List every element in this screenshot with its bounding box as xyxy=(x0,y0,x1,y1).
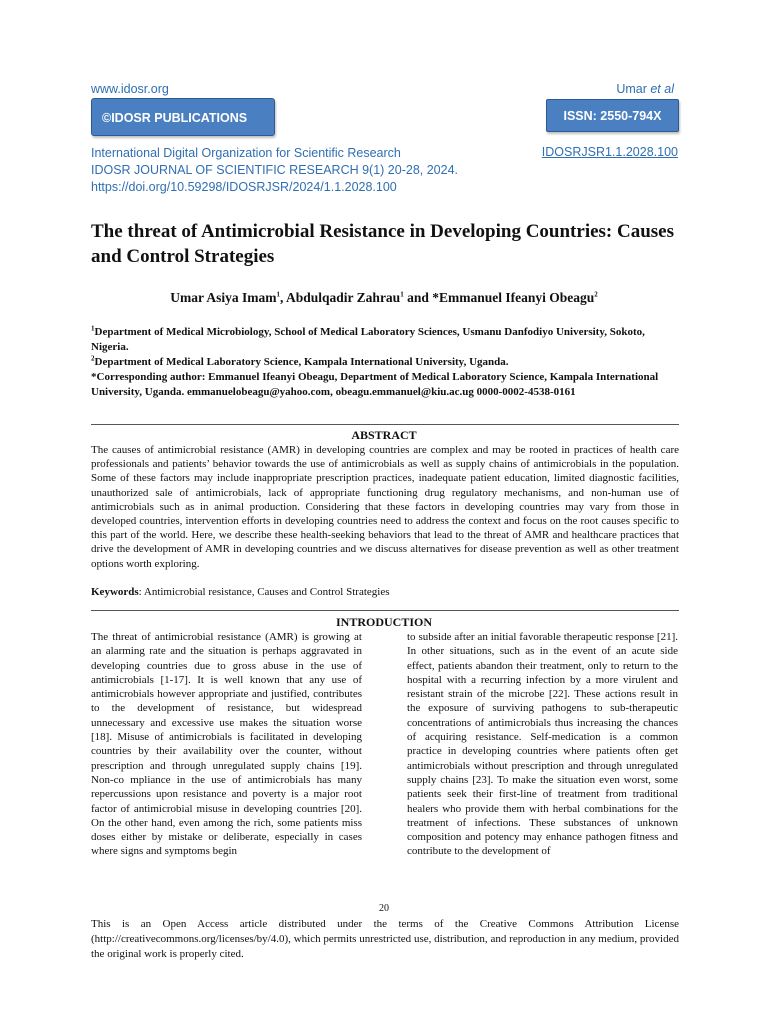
running-author xyxy=(616,82,674,96)
author-affil-mark: 1 xyxy=(276,290,280,299)
author-affil-mark: 1 xyxy=(400,290,404,299)
license-notice: This is an Open Access article distributed under the terms of the Creative Commons Attribution License (http://creativecommons.org/licenses/by/4.0), which permits unrestricted use, distribution, and reproduction in any medium, provided the original work is properly cited. xyxy=(91,918,679,960)
affiliation-item xyxy=(91,355,681,370)
affiliations xyxy=(91,325,681,400)
intro-column-left: The threat of antimicrobial resistance (AMR) is growing at an alarming rate and the situation is perhaps aggravated in developing countries due to gross abuse in the use of antimicrobials [1-17]. It is well known that any use of antimicrobials however appropriate and justified, contributes to the development of resistance, but widespread unnecessary and excessive use makes the situation worse [18]. Misuse of antimicrobials is facilitated in developing countries by their availability over the counter, without prescription and through unregulated supply chains [19]. Non-co mpliance in the use of antimicrobials has many repercussions upon resistance and poverty is a major root factor of antimicrobial misuse in developing countries [20]. On the other hand, even among the rich, some patients miss doses either by mistake or deliberate, especially in cases where signs and symptoms begin xyxy=(91,631,362,858)
paper-title: The threat of Antimicrobial Resistance in Developing Countries: Causes and Control Strategies xyxy=(91,221,675,267)
author-name: *Emmanuel Ifeanyi Obeagu xyxy=(432,290,595,305)
journal-info xyxy=(91,145,458,196)
divider-middle xyxy=(91,610,679,611)
issn-badge: ISSN: 2550-794X xyxy=(546,99,679,132)
keywords-text: : Antimicrobial resistance, Causes and Control Strategies xyxy=(138,586,390,598)
intro-column-right: to subside after an initial favorable therapeutic response [21]. In other situations, such as in the event of an acute side effect, patients abandon their treatment, only to return to the hospital with a recurring infection by a more virulent and resistant strain of the microbe [22]. These actions result in the exposure of surviving pathogens to sub-therapeutic concentrations of antimicrobials thus increasing the chances of acquiring resistance. Self-medication is a common practice in developing countries where patients often get antimicrobials without prescription and through unregulated supply chains [23]. To make the situation even worst, some patients seek their first-line of treatment from traditional healers who provide them with herbal combinations for the treatment of infections. These substances of unknown composition and potency may enhance pathogen fitness and contribute to the development of xyxy=(407,631,678,858)
author-separator: , xyxy=(280,290,287,305)
author-list xyxy=(0,290,768,306)
article-code-link[interactable]: IDOSRJSR1.1.2028.100 xyxy=(541,145,678,159)
author-name: Umar Asiya Imam xyxy=(170,290,277,305)
divider-top xyxy=(91,424,679,425)
org-name: International Digital Organization for Scientific Research xyxy=(91,146,401,160)
author-separator: and xyxy=(403,290,433,305)
introduction-heading: INTRODUCTION xyxy=(335,615,432,629)
abstract-heading: ABSTRACT xyxy=(351,428,417,442)
page-number: 20 xyxy=(379,903,389,914)
author-name: Abdulqadir Zahrau xyxy=(286,290,401,305)
keywords-label: Keywords xyxy=(91,586,139,598)
running-author-name: Umar xyxy=(616,82,647,96)
publisher-badge: ©IDOSR PUBLICATIONS xyxy=(91,98,275,136)
site-url[interactable]: www.idosr.org xyxy=(91,82,169,96)
affiliation-item xyxy=(91,325,681,355)
affiliation-mark: 2 xyxy=(91,354,95,363)
affiliation-text: *Corresponding author: Emmanuel Ifeanyi Obeagu, Department of Medical Laboratory Science, Kampala International University, Uganda. emmanuelobeagu@yahoo.com, obeagu.emmanuel@kiu.ac.ug 0000-0002-4538-0161 xyxy=(91,371,659,398)
keywords xyxy=(91,586,679,598)
affiliation-mark: 1 xyxy=(91,324,95,333)
affiliation-text: Department of Medical Laboratory Science, Kampala International University, Uganda. xyxy=(94,356,509,368)
journal-citation: IDOSR JOURNAL OF SCIENTIFIC RESEARCH 9(1) 20-28, 2024. xyxy=(91,163,458,177)
author-affil-mark: 2 xyxy=(594,290,598,299)
doi-link[interactable]: https://doi.org/10.59298/IDOSRJSR/2024/1.1.2028.100 xyxy=(91,180,397,194)
abstract-text: The causes of antimicrobial resistance (AMR) in developing countries are complex and may be rooted in practices of health care professionals and patients’ behavior towards the use of antimicrobials as well as supply chains of antimicrobials in the population. Some of these factors may include inappropriate prescription practices, inadequate patient education, limited diagnostic facilities, unauthorized sale of antimicrobials, lack of appropriate functioning drug regulatory mechanisms, and non-human use of antimicrobials such as in animal production. Considering that these factors in developing countries may vary from those in developed countries, intervention efforts in developing countries need to address the context and focus on the root causes specific to this part of the world. Here, we describe these health-seeking behaviors that lead to the threat of AMR and healthcare practices that drive the development of AMR in developing countries and we discuss alternatives for disease prevention as well as other treatment options worth exploring. xyxy=(91,444,679,570)
affiliation-text: Department of Medical Microbiology, School of Medical Laboratory Sciences, Usmanu Danfodiyo University, Sokoto, Nigeria. xyxy=(91,326,645,353)
running-author-etal: et al xyxy=(650,82,674,96)
corresponding-author xyxy=(91,370,681,400)
